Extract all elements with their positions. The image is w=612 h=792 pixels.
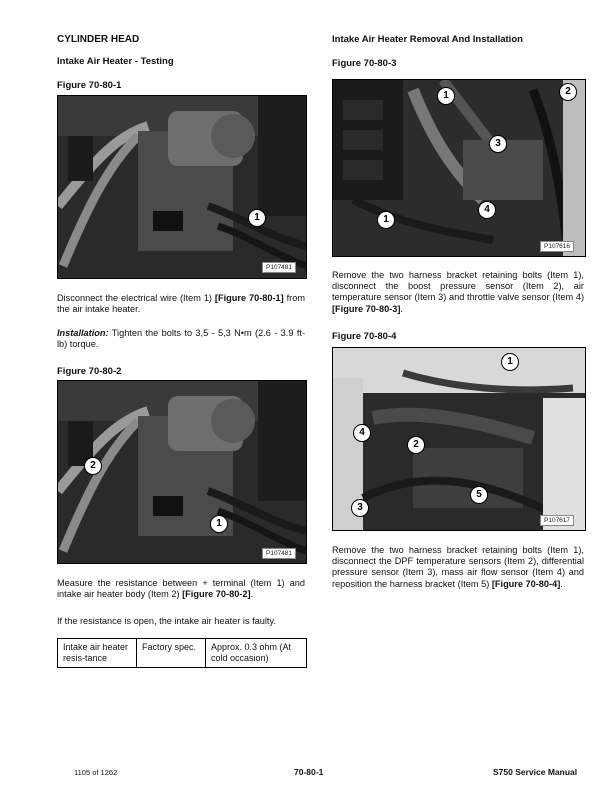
- photo-code: P107617: [540, 515, 574, 526]
- footer-page-count: 1105 of 1262: [74, 768, 118, 777]
- callout-4: 4: [478, 201, 496, 219]
- table-cell: Approx. 0.3 ohm (At cold occasion): [206, 639, 307, 668]
- callout-2: 2: [407, 436, 425, 454]
- callout-4: 4: [353, 424, 371, 442]
- figure-70-80-3-photo: [332, 79, 586, 257]
- paragraph-remove-bolts-fig4: Remove the two harness bracket retaining bolts (Item 1), disconnect the DPF temperature sensors (Item 2), differential pressure sensor (Item 3), mass air flow sensor (Item 4) and reposition the harness bracket (Item 5) [Figure 70-80-4].: [332, 545, 584, 589]
- callout-3: 3: [489, 135, 507, 153]
- table-row: [58, 639, 307, 668]
- photo-code: P107481: [262, 548, 296, 559]
- paragraph-disconnect-wire: Disconnect the electrical wire (Item 1) [Figure 70-80-1] from the air intake heater.: [57, 293, 305, 315]
- callout-3: 3: [351, 499, 369, 517]
- table-cell: Intake air heater resis-tance: [58, 639, 137, 668]
- footer-page-number: 70-80-1: [294, 767, 324, 777]
- table-cell: Factory spec.: [137, 639, 206, 668]
- callout-1: 1: [377, 211, 395, 229]
- callout-1: 1: [248, 209, 266, 227]
- figure-70-80-4-photo: [332, 347, 586, 531]
- callout-2: 2: [84, 457, 102, 475]
- photo-code: P107616: [540, 241, 574, 252]
- figure-70-80-2-photo: [57, 380, 307, 564]
- figure-70-80-1-photo: [57, 95, 307, 279]
- footer-manual-title: S750 Service Manual: [493, 767, 578, 777]
- figure-label-4: Figure 70-80-4: [332, 331, 397, 342]
- callout-1: 1: [210, 515, 228, 533]
- callout-1: 1: [501, 353, 519, 371]
- paragraph-installation: Installation: Tighten the bolts to 3,5 - 5,3 N•m (2.6 - 3.9 ft-lb) torque.: [57, 328, 305, 350]
- paragraph-resistance-open: If the resistance is open, the intake air heater is faulty.: [57, 616, 276, 626]
- section-title: CYLINDER HEAD: [57, 34, 140, 45]
- subsection-title-removal: Intake Air Heater Removal And Installation: [332, 34, 523, 45]
- subsection-title-testing: Intake Air Heater - Testing: [57, 56, 174, 67]
- paragraph-remove-bolts-fig3: Remove the two harness bracket retaining bolts (Item 1), disconnect the boost pressure sensor (Item 2), air temperature sensor (Item 3) and throttle valve sensor (Item 4) [Figure 70-80-3].: [332, 270, 584, 314]
- figure-label-3: Figure 70-80-3: [332, 58, 397, 69]
- figure-label-1: Figure 70-80-1: [57, 80, 122, 91]
- figure-label-2: Figure 70-80-2: [57, 366, 122, 377]
- paragraph-measure-resistance: Measure the resistance between + terminal (Item 1) and intake air heater body (Item 2) [Figure 70-80-2].: [57, 578, 305, 600]
- photo-code: P107481: [262, 262, 296, 273]
- callout-2: 2: [559, 83, 577, 101]
- spec-table: [57, 638, 307, 668]
- callout-1: 1: [437, 87, 455, 105]
- callout-5: 5: [470, 486, 488, 504]
